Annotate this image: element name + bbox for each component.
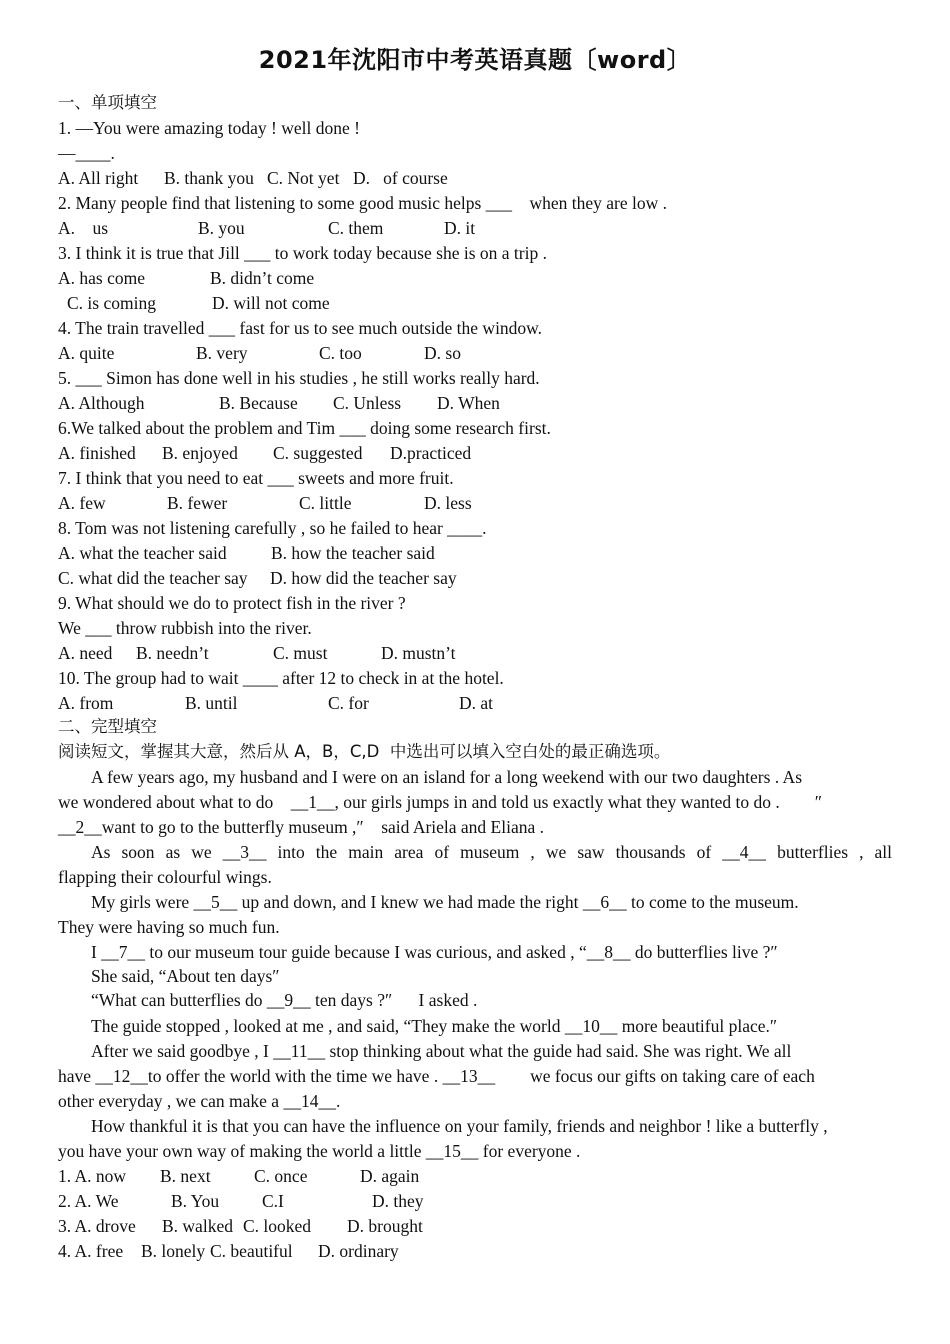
passage-line: I __7__ to our museum tour guide because I was curious, and asked , “__8__ do butterflies live ?″	[91, 942, 778, 962]
option-c: C. them	[328, 218, 384, 238]
option-d: D. it	[444, 218, 476, 238]
option-c: C. looked	[243, 1216, 312, 1236]
option-b: B. needn’t	[136, 643, 209, 663]
option-b: B. very	[196, 343, 248, 363]
option-c: C. beautiful	[210, 1241, 293, 1261]
question-2-options	[58, 216, 918, 241]
option-a: A. us	[58, 218, 109, 238]
option-b: B. walked	[162, 1216, 233, 1236]
option-b: B. Because	[219, 393, 298, 413]
question-5-options	[58, 391, 918, 416]
option-c: C. once	[254, 1166, 308, 1186]
option-c: C. is coming	[67, 293, 156, 313]
option-b: B. thank you	[164, 168, 254, 188]
option-b: B. lonely	[141, 1241, 206, 1261]
option-a: A. has come	[58, 268, 145, 288]
question-1-stem: 1. —You were amazing today ! well done !	[58, 118, 360, 138]
option-d: D. so	[424, 343, 461, 363]
option-d: D. mustn’t	[381, 643, 456, 663]
question-8-options-row-2	[58, 566, 918, 591]
question-9-options	[58, 641, 918, 666]
question-7-options	[58, 491, 918, 516]
passage-line: A few years ago, my husband and I were on an island for a long weekend with our two daughters . As	[91, 767, 803, 787]
option-c: C. too	[319, 343, 362, 363]
passage-line: They were having so much fun.	[58, 917, 280, 937]
option-d: D. less	[424, 493, 472, 513]
passage-line: My girls were __5__ up and down, and I knew we had made the right __6__ to come to the museum.	[91, 892, 799, 912]
option-b: B. enjoyed	[162, 443, 238, 463]
cloze-2-options	[58, 1189, 918, 1214]
passage-line: She said, “About ten days″	[91, 966, 280, 986]
option-c: C. little	[299, 493, 352, 513]
passage-line: “What can butterflies do __9__ ten days ?″ I asked .	[91, 990, 478, 1010]
option-d: D. at	[459, 693, 494, 713]
option-b: B. fewer	[167, 493, 228, 513]
option-d: D. will not come	[212, 293, 330, 313]
question-3-stem: 3. I think it is true that Jill ___ to work today because she is on a trip .	[58, 243, 547, 263]
cloze-4-options	[58, 1239, 918, 1264]
option-d: D. of course	[353, 168, 448, 188]
question-2-stem: 2. Many people find that listening to some good music helps ___ when they are low .	[58, 193, 667, 213]
option-a: A. All right	[58, 168, 139, 188]
section-heading-single-choice: 一、单项填空	[58, 93, 157, 112]
cloze-1-options	[58, 1164, 918, 1189]
option-c: C. what did the teacher say	[58, 568, 248, 588]
passage-line: How thankful it is that you can have the influence on your family, friends and neighbor ! like a butterfly ,	[91, 1116, 828, 1136]
question-4-options	[58, 341, 918, 366]
option-d: D. again	[360, 1166, 420, 1186]
option-c: C.I	[262, 1191, 284, 1211]
question-9-stem: 9. What should we do to protect fish in the river ?	[58, 593, 406, 613]
passage-line: you have your own way of making the world a little __15__ for everyone .	[58, 1141, 581, 1161]
option-a: A. what the teacher said	[58, 543, 227, 563]
passage-line: After we said goodbye , I __11__ stop thinking about what the guide had said. She was right. We all	[91, 1041, 792, 1061]
passage-line: we wondered about what to do __1__, our girls jumps in and told us exactly what they wanted to do . ″	[58, 792, 823, 812]
option-d: D. ordinary	[318, 1241, 399, 1261]
passage-line: The guide stopped , looked at me , and said, “They make the world __10__ more beautiful place.″	[91, 1016, 778, 1036]
option-a: A. finished	[58, 443, 136, 463]
cloze-instruction: 阅读短文，掌握其大意，然后从 A，B，C,D 中选出可以填入空白处的最正确选项。	[58, 742, 671, 761]
question-9-response: We ___ throw rubbish into the river.	[58, 618, 312, 638]
option-c: C. for	[328, 693, 369, 713]
question-3-options-row-1	[58, 266, 918, 291]
option-b: B. you	[198, 218, 245, 238]
page-title: 2021年沈阳市中考英语真题〔word〕	[258, 46, 692, 74]
question-1-response: —____.	[58, 143, 115, 163]
option-c: C. Not yet	[267, 168, 340, 188]
option-a: A. need	[58, 643, 113, 663]
question-6-options	[58, 441, 918, 466]
passage-line: As soon as we __3__ into the main area of museum , we saw thousands of __4__ butterflies , all	[91, 842, 892, 862]
passage-line: flapping their colourful wings.	[58, 867, 272, 887]
option-a: A. quite	[58, 343, 115, 363]
question-1-options	[58, 166, 918, 191]
question-10-options	[58, 691, 918, 716]
option-d: D.practiced	[390, 443, 472, 463]
option-c: C. must	[273, 643, 328, 663]
question-4-stem: 4. The train travelled ___ fast for us to see much outside the window.	[58, 318, 543, 338]
section-heading-cloze: 二、完型填空	[58, 717, 157, 736]
question-8-stem: 8. Tom was not listening carefully , so he failed to hear ____.	[58, 518, 487, 538]
option-a: 3. A. drove	[58, 1216, 136, 1236]
passage-line: other everyday , we can make a __14__.	[58, 1091, 341, 1111]
option-b: B. You	[171, 1191, 220, 1211]
question-10-stem: 10. The group had to wait ____ after 12 to check in at the hotel.	[58, 668, 504, 688]
cloze-3-options	[58, 1214, 918, 1239]
option-a: 4. A. free	[58, 1241, 124, 1261]
option-c: C. Unless	[333, 393, 402, 413]
question-5-stem: 5. ___ Simon has done well in his studies , he still works really hard.	[58, 368, 540, 388]
option-c: C. suggested	[273, 443, 363, 463]
option-a: A. from	[58, 693, 114, 713]
passage-line: __2__want to go to the butterfly museum ,″ said Ariela and Eliana .	[58, 817, 545, 837]
option-a: A. few	[58, 493, 106, 513]
option-d: D. they	[372, 1191, 424, 1211]
option-b: B. didn’t come	[210, 268, 315, 288]
option-a: 1. A. now	[58, 1166, 127, 1186]
option-d: D. brought	[347, 1216, 423, 1236]
question-7-stem: 7. I think that you need to eat ___ sweets and more fruit.	[58, 468, 454, 488]
question-3-options-row-2	[58, 291, 918, 316]
passage-line: have __12__to offer the world with the time we have . __13__ we focus our gifts on taking care of each	[58, 1066, 815, 1086]
option-a: 2. A. We	[58, 1191, 119, 1211]
option-b: B. until	[185, 693, 238, 713]
option-b: B. how the teacher said	[271, 543, 435, 563]
option-a: A. Although	[58, 393, 145, 413]
question-6-stem: 6.We talked about the problem and Tim ___ doing some research first.	[58, 418, 551, 438]
option-b: B. next	[160, 1166, 211, 1186]
option-d: D. When	[437, 393, 500, 413]
question-8-options-row-1	[58, 541, 918, 566]
option-d: D. how did the teacher say	[270, 568, 457, 588]
